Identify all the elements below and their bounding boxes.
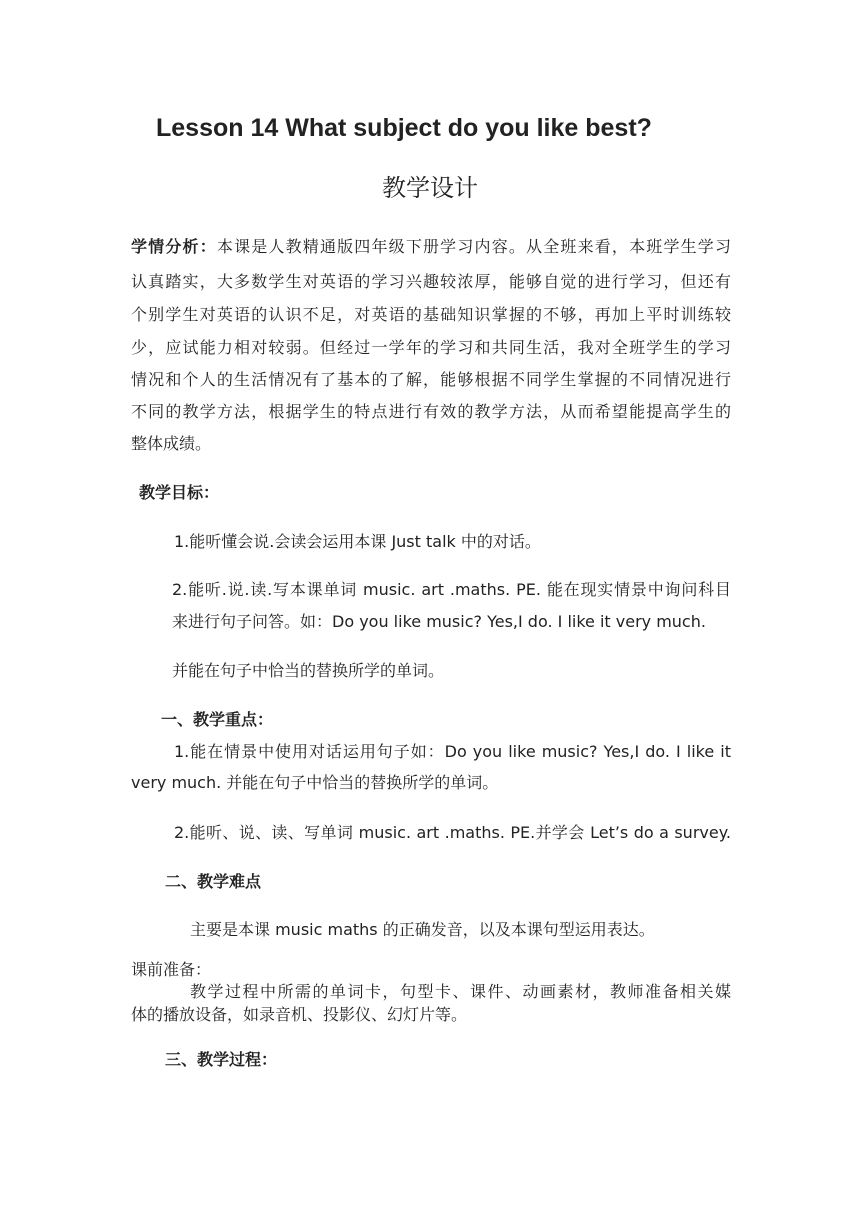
analysis-line-5: 情况和个人的生活情况有了基本的了解，能够根据不同学生掌握的不同情况进行 xyxy=(131,370,731,389)
difficulties-heading: 二、教学难点 xyxy=(165,872,262,891)
goal-item-2-line-1: 2.能听.说.读.写本课单词 music. art .maths. PE. 能在现实情景中询问科目 xyxy=(172,580,731,599)
preparation-line-2: 体的播放设备，如录音机、投影仪、幻灯片等。 xyxy=(131,1005,468,1024)
document-title-chinese: 教学设计 xyxy=(382,174,478,202)
goal-item-2-line-2: 来进行句子问答。如：Do you like music? Yes,I do. I like it very much. xyxy=(172,612,706,631)
preparation-line-1: 教学过程中所需的单词卡，句型卡、课件、动画素材，教师准备相关媒 xyxy=(190,982,731,1001)
goal-item-1: 1.能听懂会说.会读会运用本课 Just talk 中的对话。 xyxy=(174,532,541,551)
analysis-label: 学情分析： xyxy=(131,237,217,256)
analysis-line-6: 不同的教学方法，根据学生的特点进行有效的教学方法，从而希望能提高学生的 xyxy=(131,402,731,421)
analysis-line-1: 学情分析：本课是人教精通版四年级下册学习内容。从全班来看，本班学生学习 xyxy=(131,237,731,256)
preparation-heading: 课前准备： xyxy=(131,960,212,979)
process-heading: 三、教学过程： xyxy=(165,1050,278,1069)
key-point-2: 2.能听、说、读、写单词 music. art .maths. PE.并学会 Let’s do a survey. xyxy=(174,823,731,842)
analysis-line-7: 整体成绩。 xyxy=(131,434,212,453)
difficulties-text: 主要是本课 music maths 的正确发音，以及本课句型运用表达。 xyxy=(190,920,655,939)
goal-item-3: 并能在句子中恰当的替换所学的单词。 xyxy=(172,661,445,680)
analysis-line-3: 个别学生对英语的认识不足，对英语的基础知识掌握的不够，再加上平时训练较 xyxy=(131,305,731,324)
key-points-heading: 一、教学重点： xyxy=(161,710,274,729)
analysis-line-4: 少，应试能力相对较弱。但经过一学年的学习和共同生活，我对全班学生的学习 xyxy=(131,338,731,357)
goals-heading: 教学目标： xyxy=(139,483,220,502)
key-point-1-line-2: very much. 并能在句子中恰当的替换所学的单词。 xyxy=(131,773,499,792)
document-title-english: Lesson 14 What subject do you like best? xyxy=(156,114,652,142)
analysis-line-2: 认真踏实，大多数学生对英语的学习兴趣较浓厚，能够自觉的进行学习，但还有 xyxy=(131,272,731,291)
key-point-1-line-1: 1.能在情景中使用对话运用句子如：Do you like music? Yes,I do. I like it xyxy=(174,742,731,761)
